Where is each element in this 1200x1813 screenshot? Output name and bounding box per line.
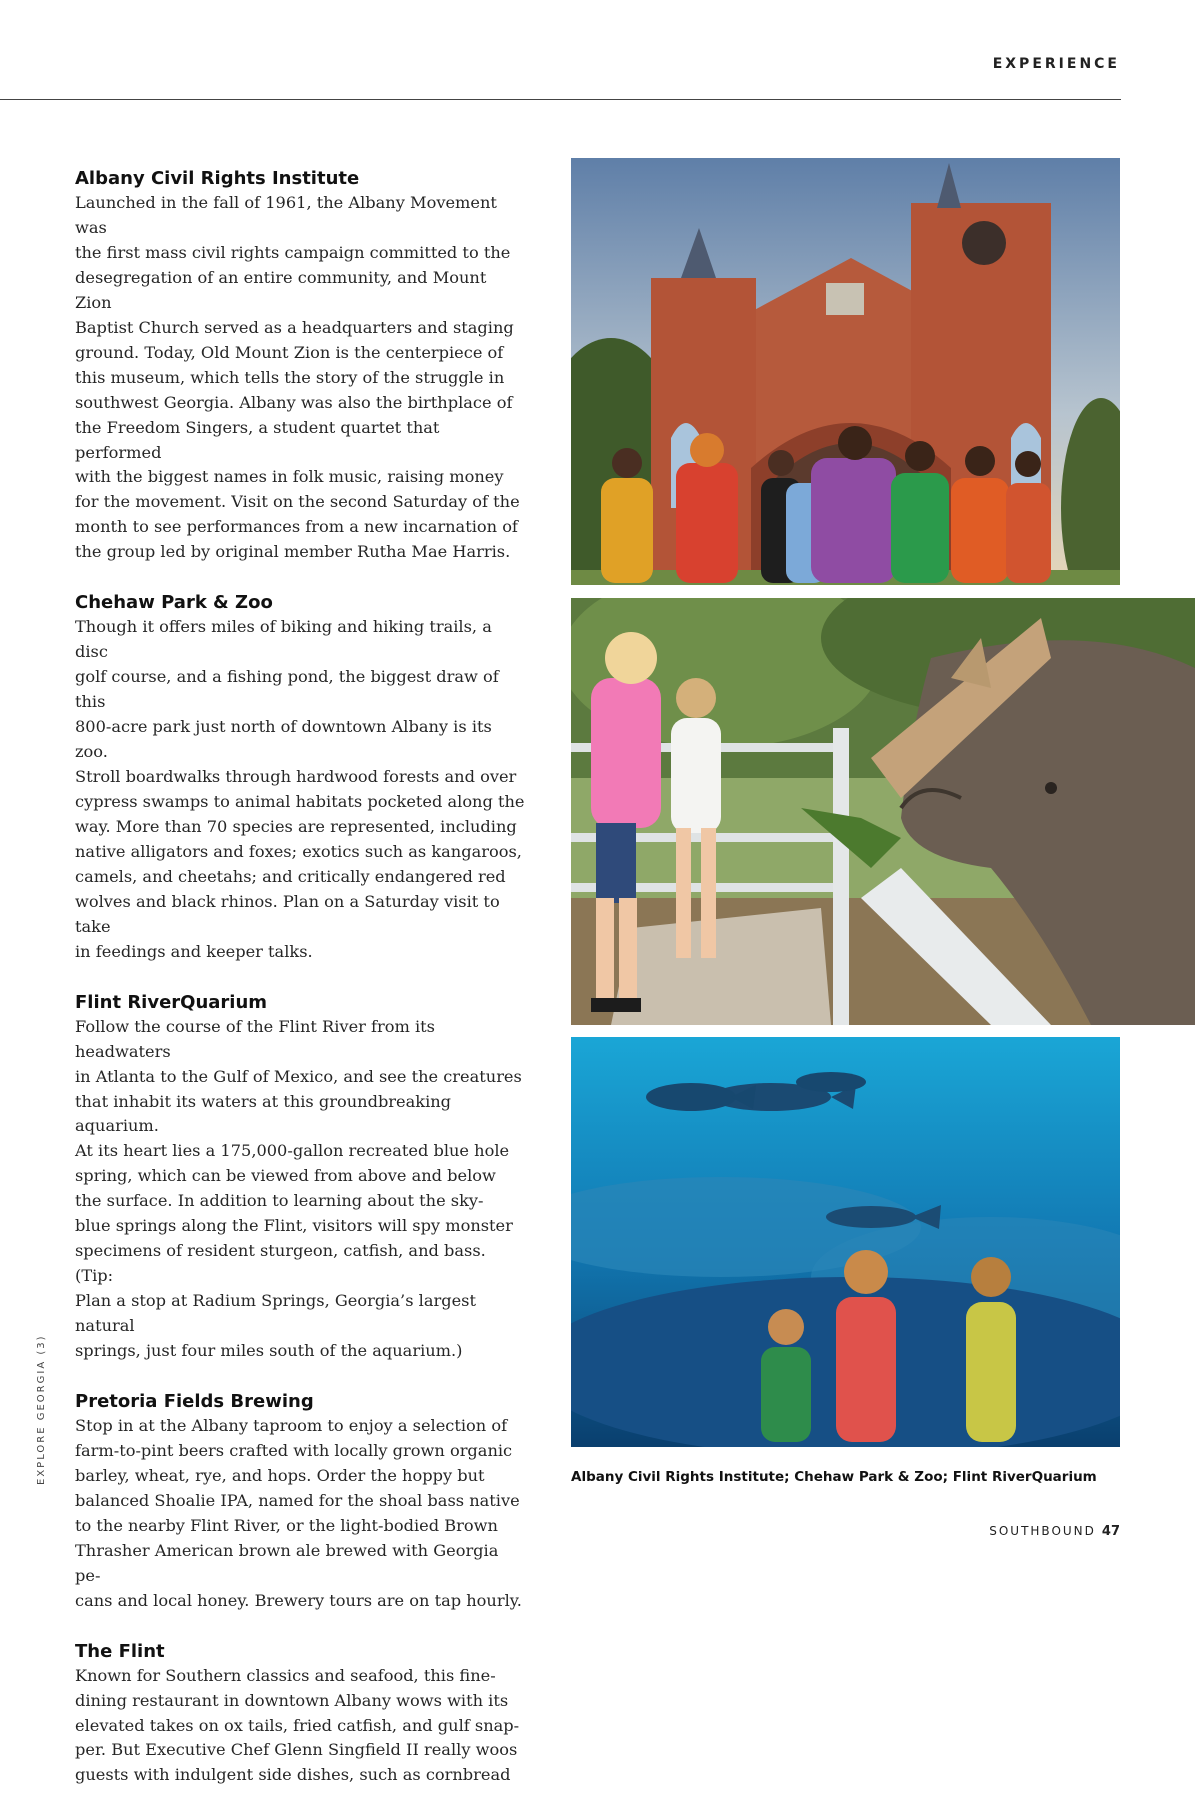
entry-heading: Albany Civil Rights Institute <box>75 168 360 189</box>
entry-text: Launched in the fall of 1961, the Albany Movement was the first mass civil rights campaign committed to the desegregation of an entire community, and Mount Zion Baptist Church served as a headquarters and staging ground. Today, Old Mount Zion is the centerpiece of this museum, which tells the story of the struggle in southwest Georgia. Albany was also the birthplace of the Freedom Singers, a student quartet that performed with the biggest names in folk music, raising money for the movement. Visit on the second Saturday of the month to see performances from a new incarnation of the group led by original member Rutha Mae Harris. <box>75 193 520 562</box>
entry-text: Stop in at the Albany taproom to enjoy a selection of farm-to-pint beers crafted with locally grown organic barley, wheat, rye, and hops. Order the hoppy but balanced Shoalie IPA, named for the shoal bass native to the nearby Flint River, or the light-bodied Brown Thrasher American brown ale brewed with Georgia pe- cans and local honey. Brewery tours are on tap hourly. <box>75 1415 522 1610</box>
rhino-illustration <box>571 598 1195 1025</box>
photo-flint-riverquarium <box>571 1037 1120 1447</box>
photo-chehaw-zoo <box>571 598 1195 1025</box>
church-illustration <box>571 158 1120 585</box>
entry-flint-riverquarium <box>75 990 527 1364</box>
article-body <box>75 166 527 1813</box>
photo-caption: Albany Civil Rights Institute; Chehaw Park & Zoo; Flint RiverQuarium <box>571 1469 1097 1485</box>
entry-heading: Pretoria Fields Brewing <box>75 1390 314 1412</box>
aquarium-illustration <box>571 1037 1120 1447</box>
entry-heading: The Flint <box>75 1640 165 1662</box>
entry-text: Follow the course of the Flint River from its headwaters in Atlanta to the Gulf of Mexico, and see the creatures that inhabit its waters at this groundbreaking aquarium. At its heart lies a 175,000-gallon recreated blue hole spring, which can be viewed from above and below the surface. In addition to learning about the sky- blue springs along the Flint, visitors will spy monster specimens of resident sturgeon, catfish, and bass. (Tip: Plan a stop at Radium Springs, Georgia’s largest natural springs, just four miles south of the aquarium.) <box>75 1016 522 1361</box>
entry-pretoria-fields-brewing <box>75 1389 527 1614</box>
photo-credit: EXPLORE GEORGIA (3) <box>36 1334 47 1485</box>
photo-civil-rights-institute <box>571 158 1120 585</box>
entry-albany-civil-rights-institute <box>75 166 527 565</box>
entry-text: Known for Southern classics and seafood, this fine- dining restaurant in downtown Albany wows with its elevated takes on ox tails, fried catfish, and gulf snap- per. But Executive Chef Glenn Singfield II really woos guests with indulgent side dishes, such as cornbread <box>75 1665 520 1785</box>
page-number: 47 <box>1101 1524 1120 1539</box>
page-footer <box>989 1524 1120 1539</box>
entry-text: Though it offers miles of biking and hiking trails, a disc golf course, and a fishing pond, the biggest draw of this 800-acre park just north of downtown Albany is its zoo. Stroll boardwalks through hardwood forests and over cypress swamps to animal habitats pocketed along the way. More than 70 species are represented, including native alligators and foxes; exotics such as kangaroos, camels, and cheetahs; and critically endangered red wolves and black rhinos. Plan on a Saturday visit to take in feedings and keeper talks. <box>75 617 525 961</box>
entry-chehaw-park-zoo <box>75 590 527 964</box>
entry-heading: Chehaw Park & Zoo <box>75 592 273 614</box>
section-label: EXPERIENCE <box>992 56 1120 72</box>
header-rule <box>0 99 1121 100</box>
entry-the-flint <box>75 1639 527 1789</box>
entry-heading: Flint RiverQuarium <box>75 991 268 1013</box>
publication-name: SOUTHBOUND <box>989 1524 1096 1538</box>
